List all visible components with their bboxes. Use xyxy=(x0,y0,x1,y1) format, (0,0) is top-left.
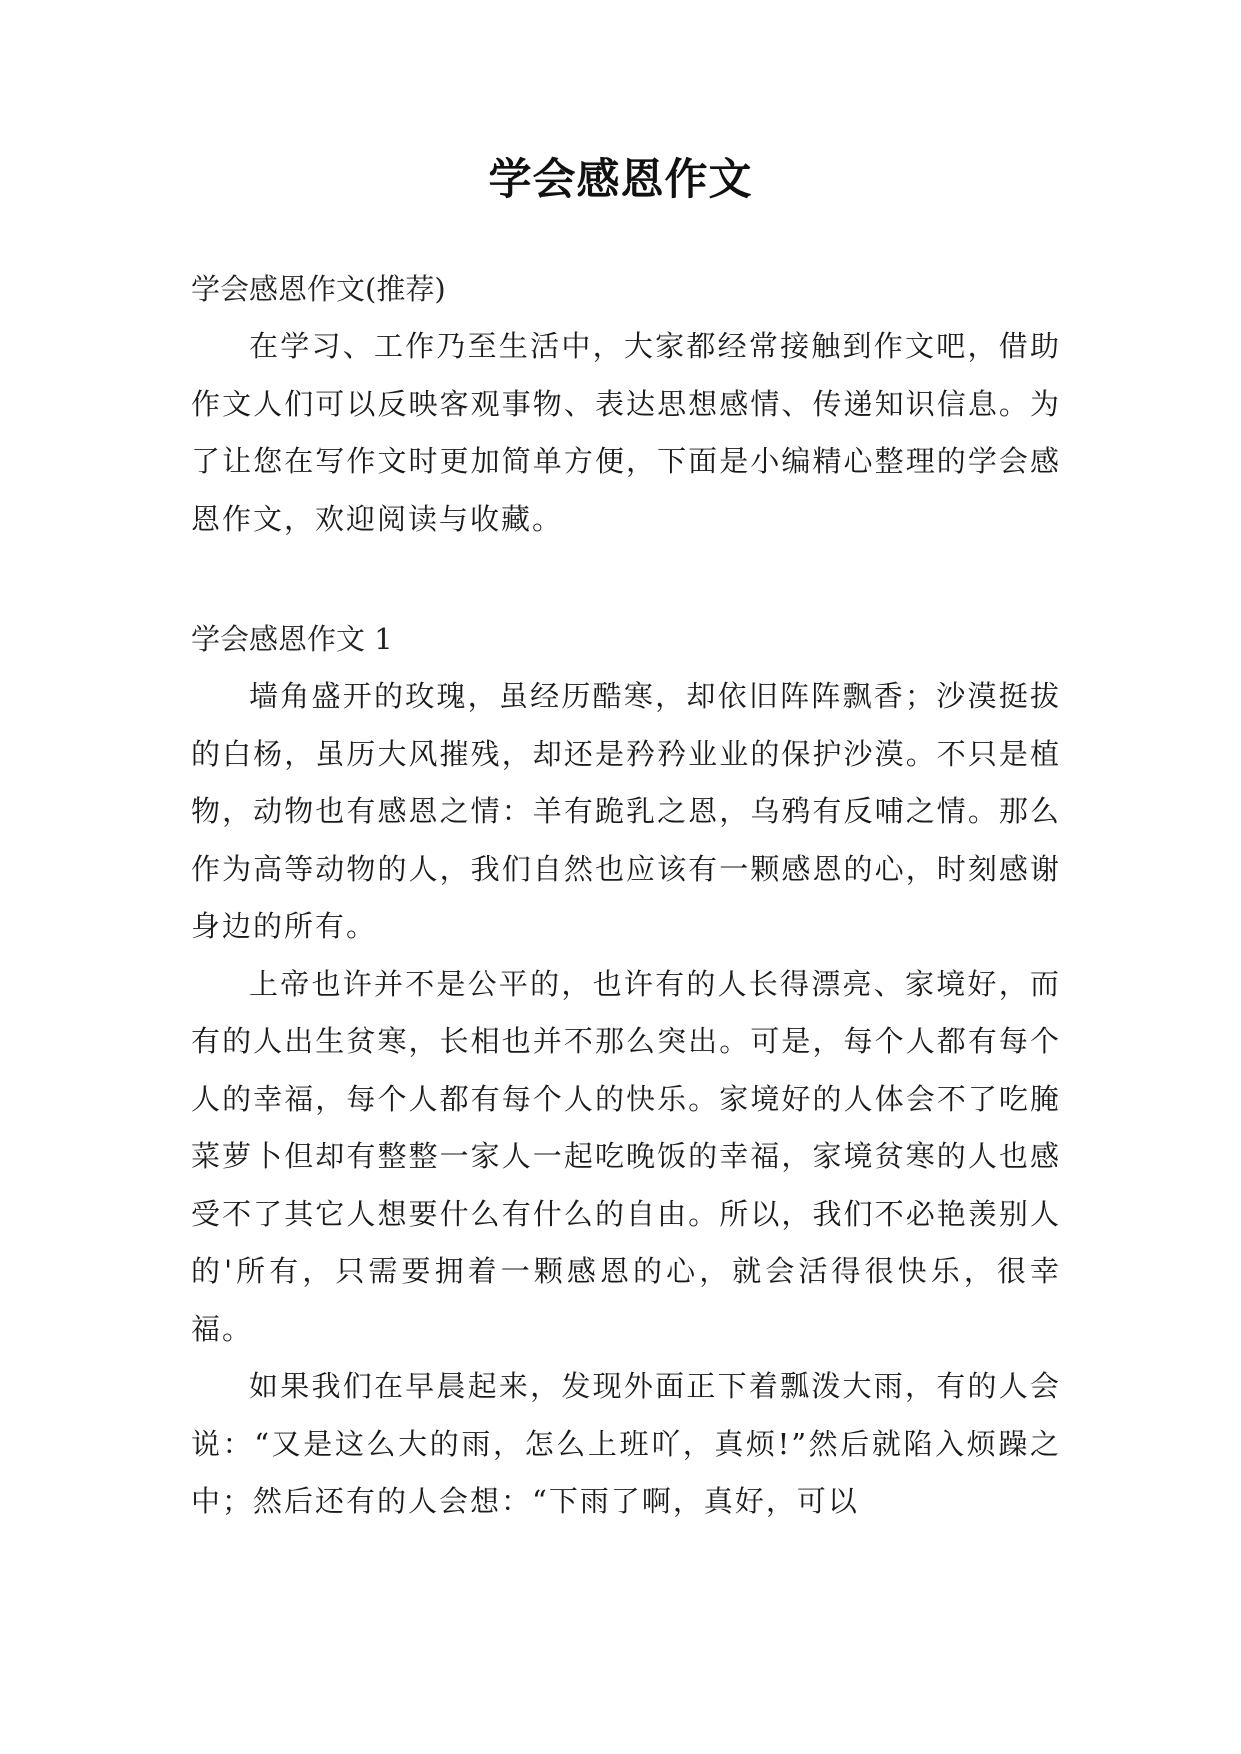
intro-paragraph: 在学习、工作乃至生活中，大家都经常接触到作文吧，借助作文人们可以反映客观事物、表达思想感情、传递知识信息。为了让您在写作文时更加简单方便，下面是小编精心整理的学会感恩作文，欢迎阅读与收藏。 xyxy=(191,329,1061,536)
document-body xyxy=(191,260,1061,1531)
document-title: 学会感恩作文 xyxy=(488,155,753,205)
body-paragraph: 如果我们在早晨起来，发现外面正下着瓢泼大雨，有的人会说：“又是这么大的雨，怎么上班吖，真烦!”然后就陷入烦躁之中；然后还有的人会想：“下雨了啊，真好，可以 xyxy=(191,1369,1061,1518)
body-paragraph: 墙角盛开的玫瑰，虽经历酷寒，却依旧阵阵飘香；沙漠挺拔的白杨，虽历大风摧残，却还是矜矜业业的保护沙漠。不只是植物，动物也有感恩之情：羊有跪乳之恩，乌鸦有反哺之情。那么作为高等动物的人，我们自然也应该有一颗感恩的心，时刻感谢身边的所有。 xyxy=(191,679,1061,943)
intro-heading: 学会感恩作文(推荐) xyxy=(191,272,446,306)
body-paragraph: 上帝也许并不是公平的，也许有的人长得漂亮、家境好，而有的人出生贫寒，长相也并不那么突出。可是，每个人都有每个人的幸福，每个人都有每个人的快乐。家境好的人体会不了吃腌菜萝卜但却有整整一家人一起吃晚饭的幸福，家境贫寒的人也感受不了其它人想要什么有什么的自由。所以，我们不必艳羡别人的'所有，只需要拥着一颗感恩的心，就会活得很快乐，很幸福。 xyxy=(191,966,1061,1346)
section-spacer xyxy=(191,548,1061,610)
section-heading: 学会感恩作文 1 xyxy=(191,622,393,656)
